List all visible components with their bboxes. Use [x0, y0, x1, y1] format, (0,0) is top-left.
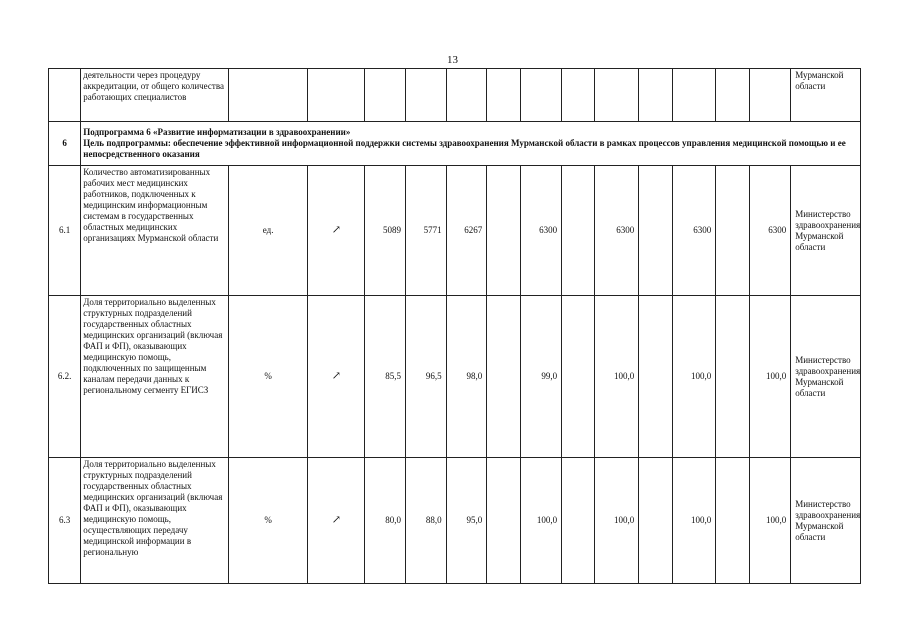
row-number-cell [49, 69, 81, 122]
table-row [49, 69, 861, 122]
value-cell: 100,0 [520, 458, 562, 584]
indicator-cell: Доля территориально выделенных структурных подразделений государственных областных медицинских организаций (включая ФАП и ФП), оказывающих медицинскую помощь, подключенных по защищенным каналам передачи данных к региональному сегменту ЕГИСЗ [81, 296, 229, 458]
value-cell: 6267 [446, 166, 487, 296]
subprogram-row [49, 122, 861, 166]
subprogram-header [81, 122, 861, 166]
indicator-cell: Количество автоматизированных рабочих мест медицинских работников, подключенных к медицинским информационным системам в государственных областных медицинских организациях Мурманской области [81, 166, 229, 296]
responsible-cell: Министерство здравоохранения Мурманской области [791, 296, 861, 458]
value-cell: 88,0 [406, 458, 447, 584]
indicators-table [48, 68, 861, 584]
value-cell: 5771 [406, 166, 447, 296]
value-cell: 6300 [520, 166, 562, 296]
value-cell: 100,0 [595, 296, 639, 458]
responsible-cell: Министерство здравоохранения Мурманской области [791, 166, 861, 296]
value-cell: 98,0 [446, 296, 487, 458]
value-cell: 6300 [595, 166, 639, 296]
indicator-cell: деятельности через процедуру аккредитации, от общего количества работающих специалистов [81, 69, 229, 122]
subprogram-number: 6 [49, 122, 81, 166]
subprogram-title: Подпрограмма 6 «Развитие информатизации в здравоохранении» [83, 127, 351, 137]
unit-cell: % [229, 296, 308, 458]
value-cell: 100,0 [672, 458, 716, 584]
unit-cell: ед. [229, 166, 308, 296]
table-row [49, 166, 861, 296]
unit-cell: % [229, 458, 308, 584]
indicator-cell: Доля территориально выделенных структурных подразделений государственных областных медицинских организаций (включая ФАП и ФП), оказывающих медицинскую помощь, осуществляющих передачу медицинской информации в региональную [81, 458, 229, 584]
value-cell: 96,5 [406, 296, 447, 458]
trend-arrow-icon: ↗ [308, 166, 365, 296]
row-number-cell: 6.3 [49, 458, 81, 584]
responsible-cell: Мурманской области [791, 69, 861, 122]
responsible-cell: Министерство здравоохранения Мурманской области [791, 458, 861, 584]
value-cell: 85,5 [365, 296, 406, 458]
value-cell: 95,0 [446, 458, 487, 584]
row-number-cell: 6.1 [49, 166, 81, 296]
table-row [49, 296, 861, 458]
page-number: 13 [447, 54, 458, 66]
value-cell: 99,0 [520, 296, 562, 458]
row-number-cell: 6.2. [49, 296, 81, 458]
trend-arrow-icon: ↗ [308, 458, 365, 584]
table-row [49, 458, 861, 584]
value-cell: 100,0 [672, 296, 716, 458]
value-cell: 100,0 [595, 458, 639, 584]
trend-arrow-icon: ↗ [308, 296, 365, 458]
value-cell: 100,0 [749, 296, 791, 458]
value-cell: 5089 [365, 166, 406, 296]
value-cell: 6300 [672, 166, 716, 296]
subprogram-goal: Цель подпрограммы: обеспечение эффективной информационной поддержки системы здравоохранения Мурманской области в рамках процессов управления медицинской помощью и ее непосредственного оказания [83, 138, 846, 159]
value-cell: 6300 [749, 166, 791, 296]
value-cell: 80,0 [365, 458, 406, 584]
value-cell: 100,0 [749, 458, 791, 584]
